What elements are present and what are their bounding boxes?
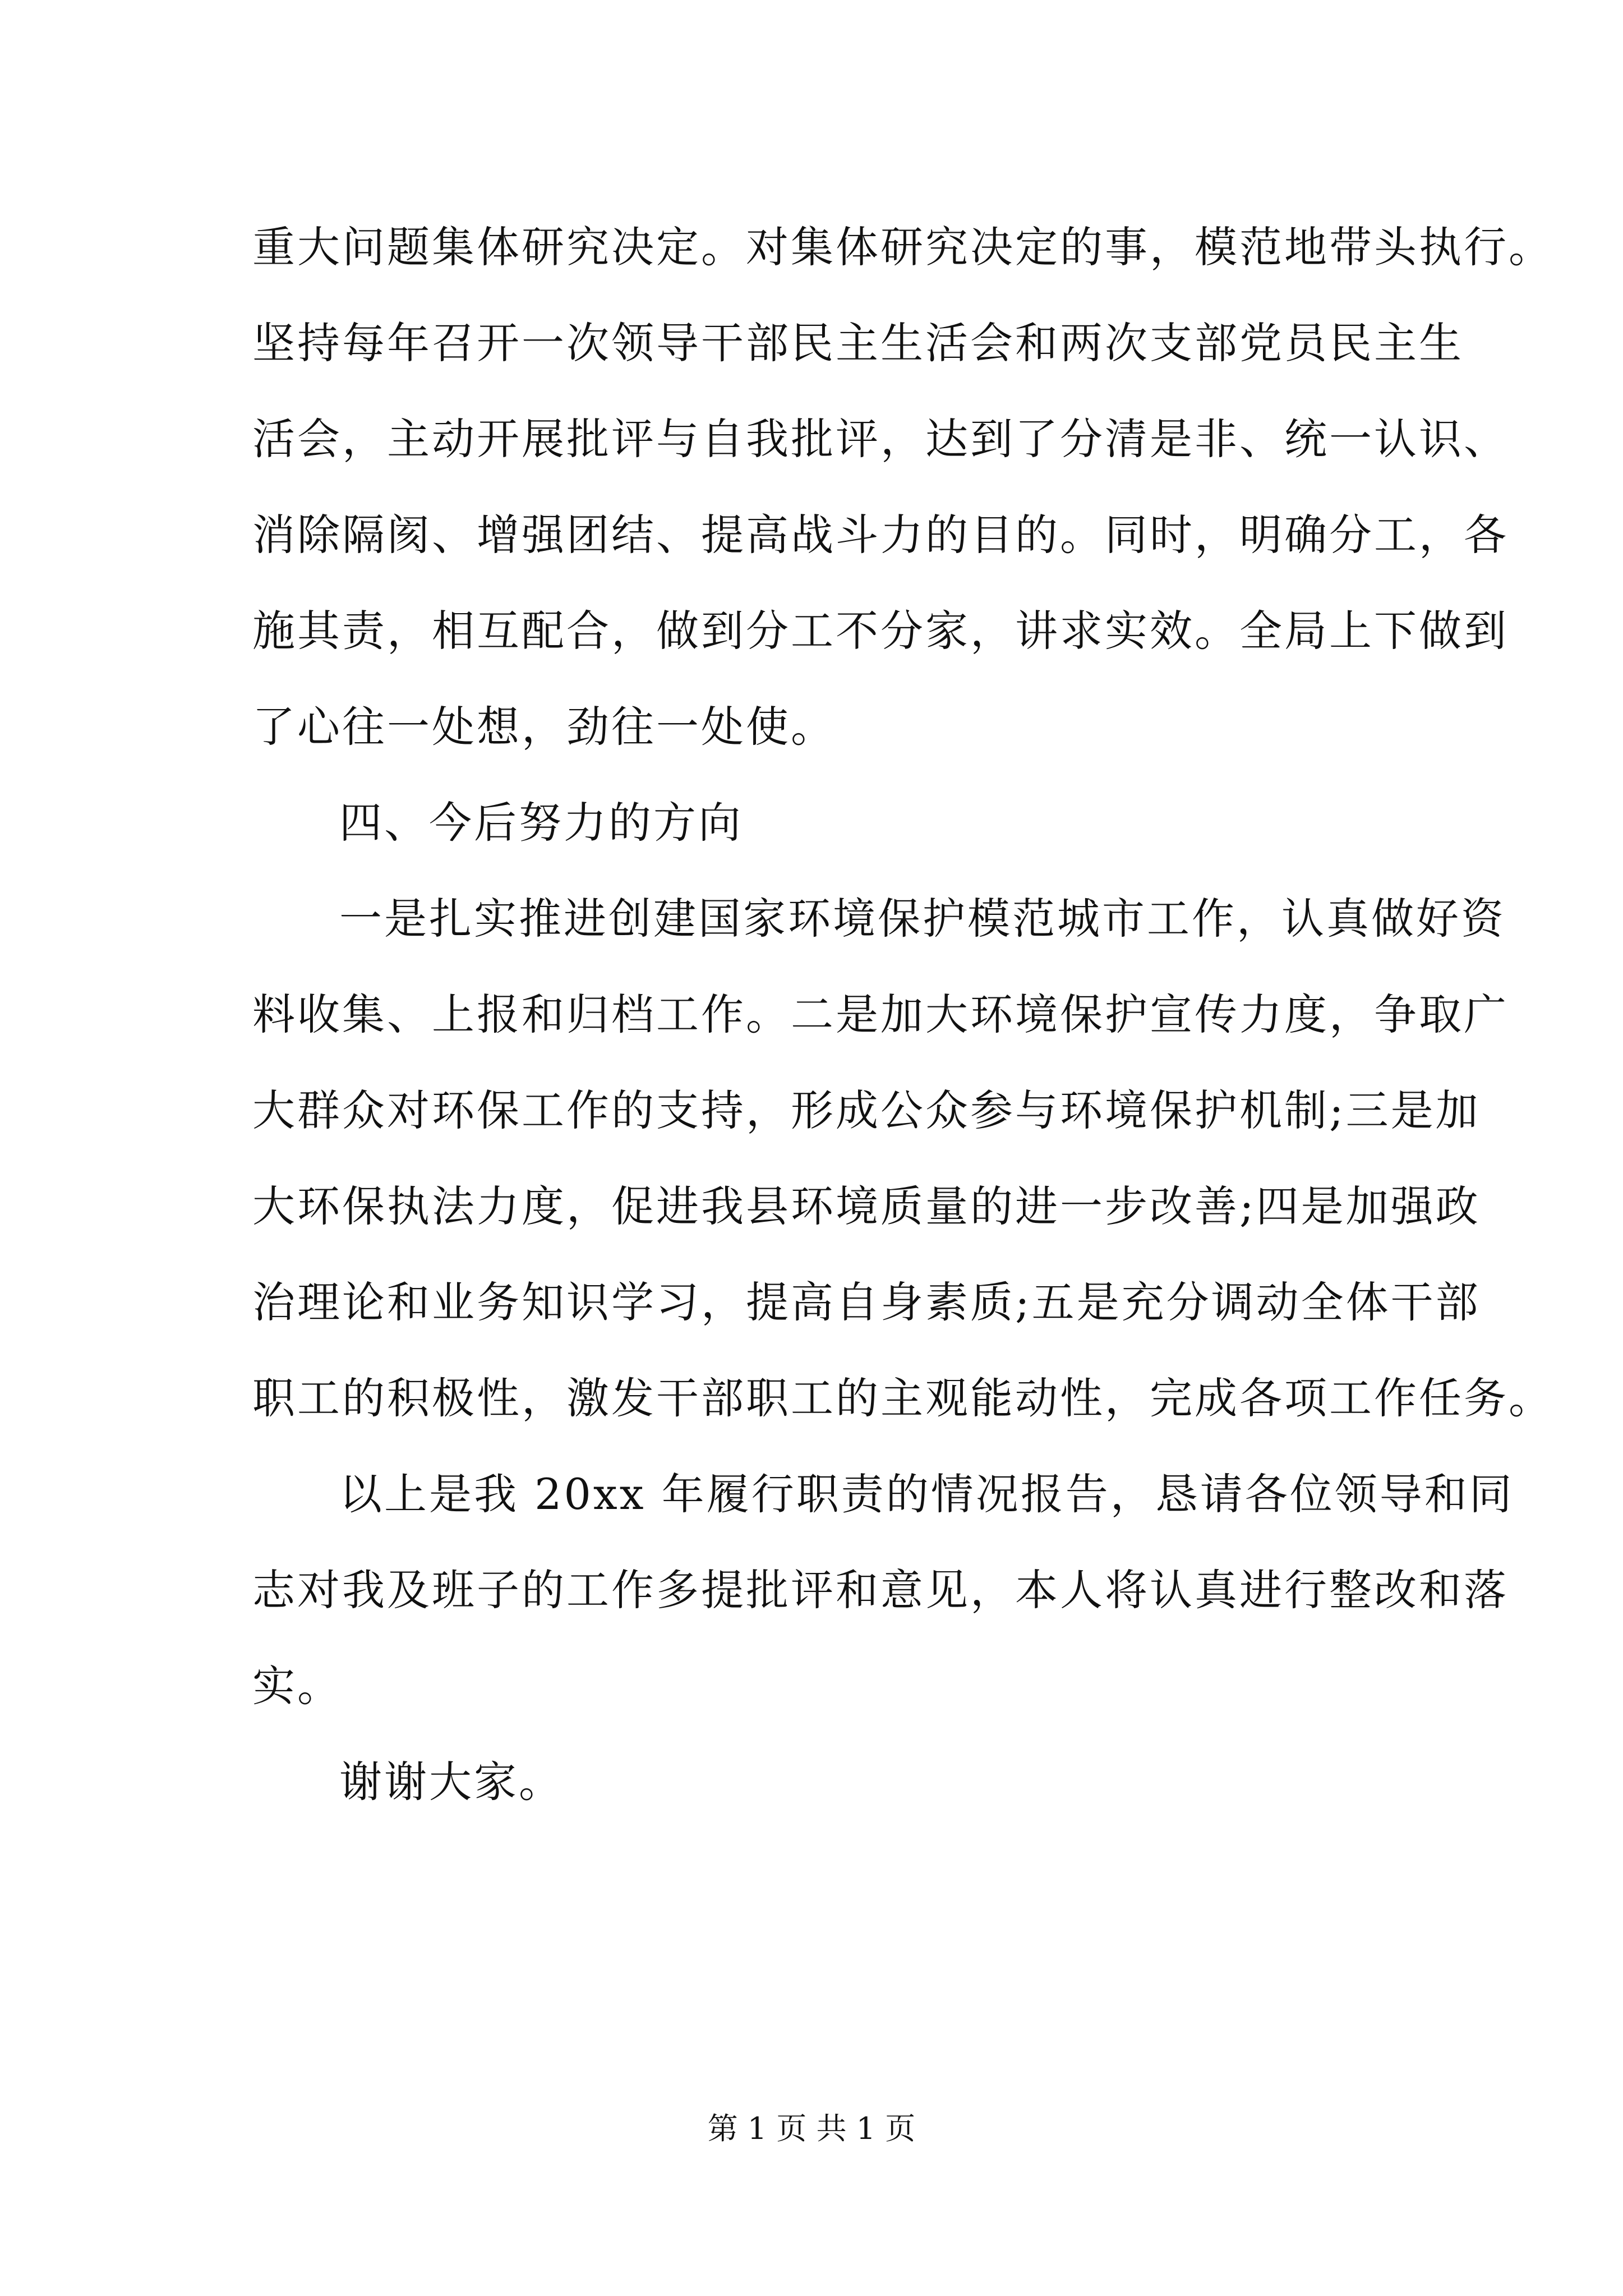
text-line: 料收集、上报和归档工作。二是加大环境保护宣传力度，争取广 — [252, 990, 1509, 1039]
text-line: 治理论和业务知识学习，提高自身素质;五是充分调动全体干部 — [252, 1277, 1481, 1327]
text-line: 一是扎实推进创建国家环境保护模范城市工作，认真做好资 — [339, 894, 1506, 944]
text-line: 大群众对环保工作的支持，形成公众参与环境保护机制;三是加 — [252, 1085, 1481, 1135]
page-footer: 第 1 页 共 1 页 — [707, 2111, 916, 2146]
paragraph-1 — [252, 199, 1553, 775]
text-line: 谢谢大家。 — [339, 1757, 564, 1807]
heading-line: 四、今后努力的方向 — [339, 798, 743, 848]
paragraph-4 — [252, 1734, 1430, 1830]
text-line: 实。 — [252, 1661, 342, 1711]
text-line: 以上是我 20xx 年履行职责的情况报告，恳请各位领导和同 — [339, 1469, 1514, 1519]
text-line: 大环保执法力度，促进我县环境质量的进一步改善;四是加强政 — [252, 1181, 1481, 1231]
text-line: 活会，主动开展批评与自我批评，达到了分清是非、统一认识、 — [252, 414, 1509, 464]
text-line: 消除隔阂、增强团结、提高战斗力的目的。同时，明确分工，各 — [252, 510, 1509, 560]
text-line: 职工的积极性，激发干部职工的主观能动性，完成各项工作任务。 — [252, 1373, 1553, 1423]
section-heading — [252, 775, 1430, 871]
text-line: 施其责，相互配合，做到分工不分家，讲求实效。全局上下做到 — [252, 606, 1509, 656]
paragraph-3 — [252, 1446, 1514, 1734]
text-line: 重大问题集体研究决定。对集体研究决定的事，模范地带头执行。 — [252, 222, 1553, 272]
text-line: 了心往一处想，劲往一处使。 — [252, 702, 836, 752]
document-body — [252, 199, 1553, 1830]
paragraph-2 — [252, 871, 1553, 1446]
text-line: 坚持每年召开一次领导干部民主生活会和两次支部党员民主生 — [252, 318, 1464, 368]
text-line: 志对我及班子的工作多提批评和意见，本人将认真进行整改和落 — [252, 1565, 1509, 1615]
